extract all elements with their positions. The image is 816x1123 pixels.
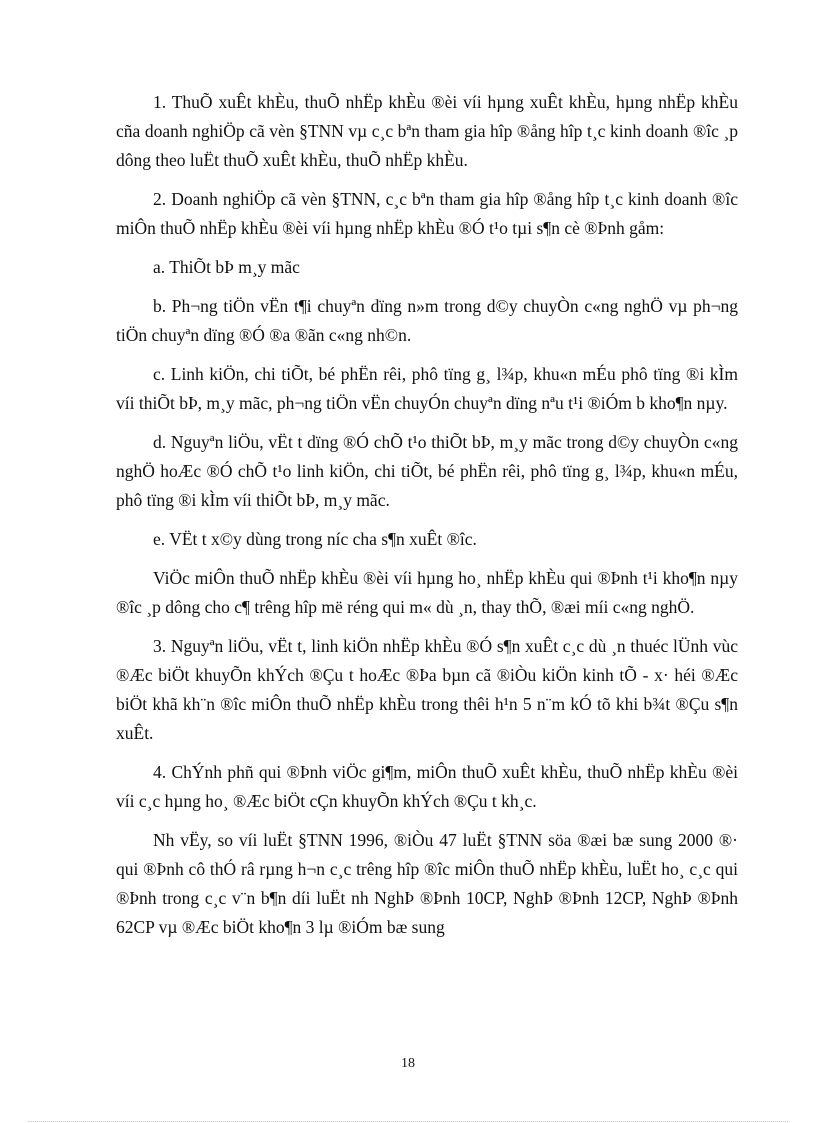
paragraph-summary: Nh vËy, so víi luËt §TNN 1996, ®iÒu 47 luËt §TNN söa ®æi bæ sung 2000 ®· qui ®Þnh cô thÓ râ rµng h¬n c¸c trêng hîp ®îc miÔn thuÕ nhËp khÈu, luËt ho¸ c¸c qui ®Þnh trong c¸c v¨n b¶n díi luËt nh NghÞ ®Þnh 10CP, NghÞ ®Þnh 12CP, NghÞ ®Þnh 62CP vµ ®Æc biÖt kho¶n 3 lµ ®iÓm bæ sung bbox=[116, 830, 738, 937]
paragraph-1: 1. ThuÕ xuÊt khÈu, thuÕ nhËp khÈu ®èi víi hµng xuÊt khÈu, hµng nhËp khÈu cña doanh nghiÖp cã vèn §TNN vµ c¸c bªn tham gia hîp ®ång hîp t¸c kinh doanh ®îc ¸p dông theo luËt thuÕ xuÊt khÈu, thuÕ nhËp khÈu. bbox=[116, 92, 738, 170]
paragraph-3: 3. Nguyªn liÖu, vËt t, linh kiÖn nhËp khÈu ®Ó s¶n xuÊt c¸c dù ¸n thuéc lÜnh vùc ®Æc biÖt khuyÕn khÝch ®Çu t hoÆc ®Þa bµn cã ®iÒu kiÖn kinh tÕ - x· héi ®Æc biÖt khã kh¨n ®îc miÔn thuÕ nhËp khÈu trong thêi h¹n 5 n¨m kÓ tõ khi b¾t ®Çu s¶n xuÊt. bbox=[116, 636, 738, 743]
paragraph-2b: b. Ph¬ng tiÖn vËn t¶i chuyªn dïng n»m trong d©y chuyÒn c«ng nghÖ vµ ph¬ng tiÖn chuyªn dïng ®Ó ®a ®ãn c«ng nh©n. bbox=[116, 296, 738, 345]
page-bottom-divider bbox=[28, 1121, 788, 1122]
paragraph-2-note: ViÖc miÔn thuÕ nhËp khÈu ®èi víi hµng ho¸ nhËp khÈu qui ®Þnh t¹i kho¶n nµy ®îc ¸p dông cho c¶ trêng hîp më réng qui m« dù ¸n, thay thÕ, ®æi míi c«ng nghÖ. bbox=[116, 568, 738, 617]
body-text bbox=[116, 88, 738, 952]
paragraph-2a: a. ThiÕt bÞ m¸y mãc bbox=[153, 257, 300, 277]
paragraph-4: 4. ChÝnh phñ qui ®Þnh viÖc gi¶m, miÔn thuÕ xuÊt khÈu, thuÕ nhËp khÈu ®èi víi c¸c hµng ho¸ ®Æc biÖt cÇn khuyÕn khÝch ®Çu t kh¸c. bbox=[116, 762, 738, 811]
paragraph-2e: e. VËt t x©y dùng trong níc cha s¶n xuÊt ®îc. bbox=[153, 529, 477, 549]
paragraph-2: 2. Doanh nghiÖp cã vèn §TNN, c¸c bªn tham gia hîp ®ång hîp t¸c kinh doanh ®îc miÔn thuÕ nhËp khÈu ®èi víi hµng nhËp khÈu ®Ó t¹o tµi s¶n cè ®Þnh gåm: bbox=[116, 189, 738, 238]
paragraph-2c: c. Linh kiÖn, chi tiÕt, bé phËn rêi, phô tïng g¸ l¾p, khu«n mÉu phô tïng ®i kÌm víi thiÕt bÞ, m¸y mãc, ph¬ng tiÖn vËn chuyÓn chuyªn dïng nªu t¹i ®iÓm b kho¶n nµy. bbox=[116, 364, 738, 413]
page-number: 18 bbox=[401, 1056, 415, 1071]
paragraph-2d: d. Nguyªn liÖu, vËt t dïng ®Ó chÕ t¹o thiÕt bÞ, m¸y mãc trong d©y chuyÒn c«ng nghÖ hoÆc ®Ó chÕ t¹o linh kiÖn, chi tiÕt, bé phËn rêi, phô tïng g¸ l¾p, khu«n mÉu, phô tïng ®i kÌm víi thiÕt bÞ, m¸y mãc. bbox=[116, 432, 738, 510]
